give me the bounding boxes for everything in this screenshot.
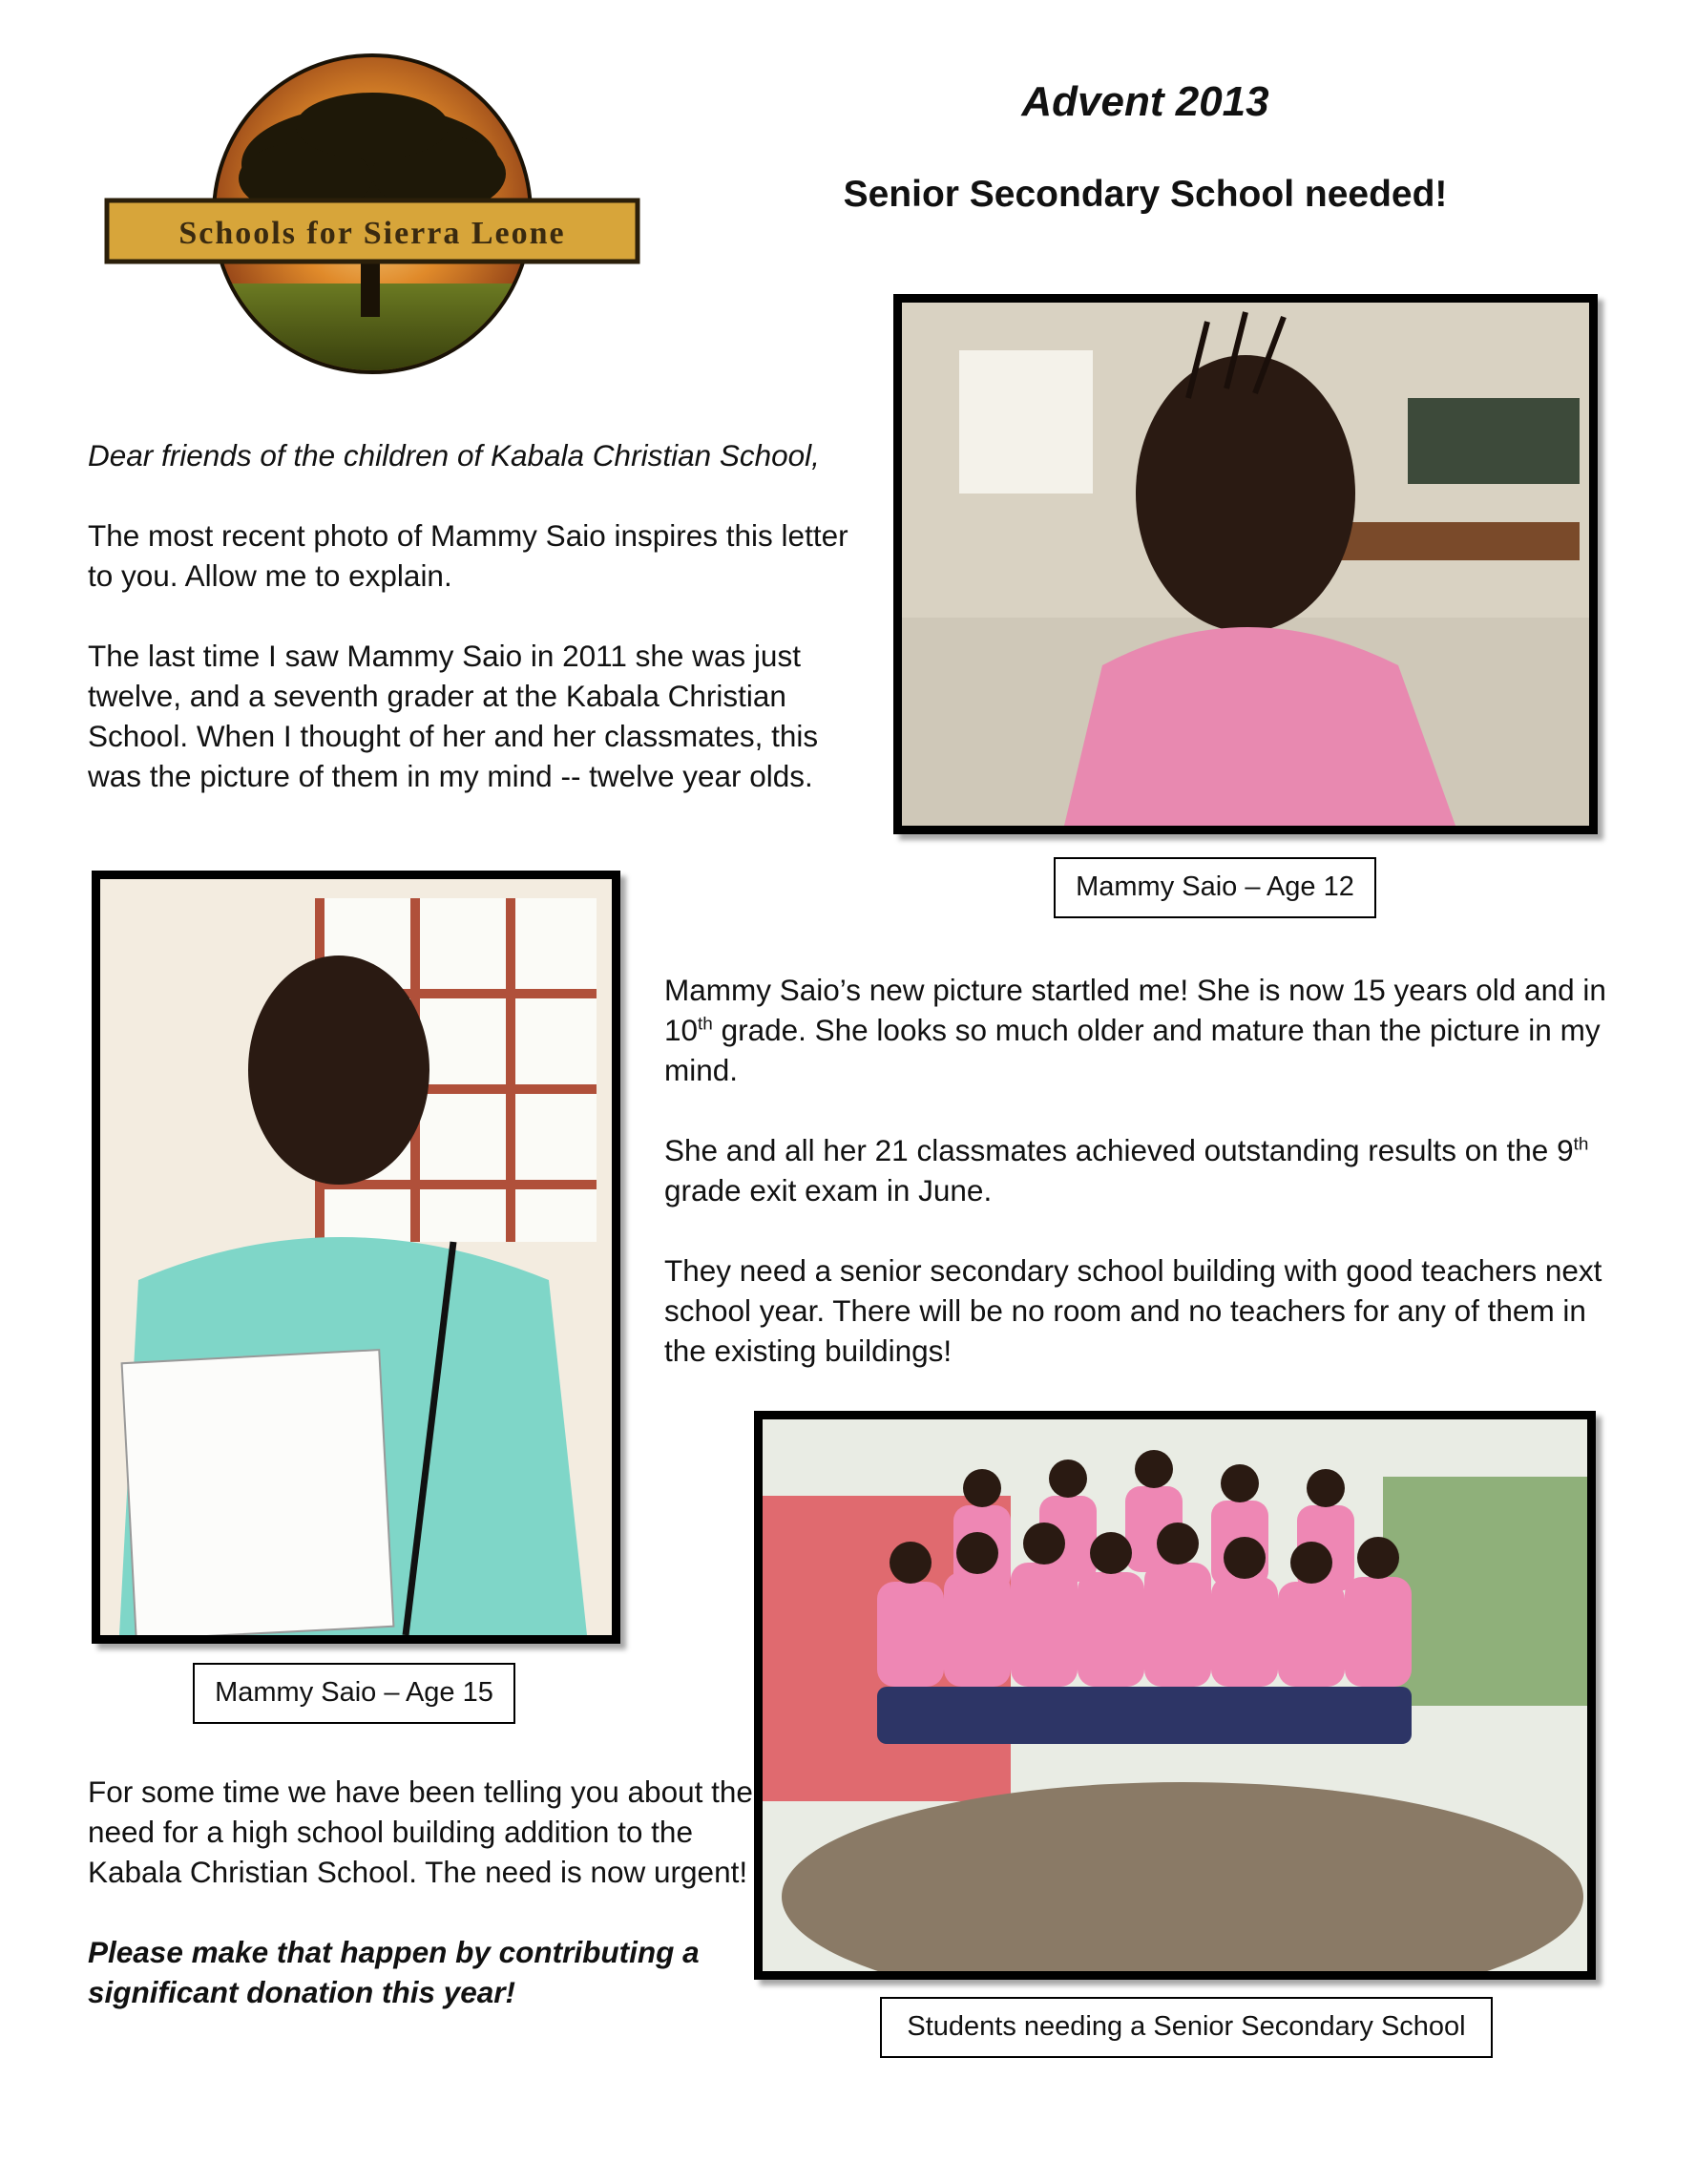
logo bbox=[95, 50, 649, 384]
closing-appeal: Please make that happen by contributing a significant donation this year! bbox=[88, 1935, 700, 2009]
photo-mammy-saio-age-15 bbox=[92, 871, 620, 1644]
photo-students-image bbox=[763, 1419, 1587, 1971]
photo-mammy-saio-age-12 bbox=[893, 294, 1598, 834]
caption-photo-1: Mammy Saio – Age 12 bbox=[1054, 857, 1376, 918]
caption-photo-3: Students needing a Senior Secondary School bbox=[880, 1997, 1493, 2058]
paragraph-3-part-a: Mammy Saio’s new picture startled me! She is now 15 years old and in 10 bbox=[664, 973, 1606, 1047]
letter-closing bbox=[88, 1772, 756, 2052]
paragraph-3-part-b: grade. She looks so much older and mature than the picture in my mind. bbox=[664, 1013, 1601, 1087]
paragraph-3-superscript: th bbox=[698, 1014, 713, 1035]
paragraph-4-part-b: grade exit exam in June. bbox=[664, 1173, 993, 1208]
paragraph-4-superscript: th bbox=[1573, 1134, 1589, 1155]
paragraph-5: They need a senior secondary school building with good teachers next school year. There will be no room and no teachers for any of them in the existing buildings! bbox=[664, 1253, 1602, 1368]
page-title: Advent 2013 bbox=[1021, 78, 1269, 125]
paragraph-2: The last time I saw Mammy Saio in 2011 she was just twelve, and a seventh grader at the Kabala Christian School. When I thought of her and her classmates, this was the picture of them in my mind -- twelve year olds. bbox=[88, 639, 819, 793]
page-subtitle: Senior Secondary School needed! bbox=[843, 174, 1448, 215]
photo-students-group bbox=[754, 1411, 1596, 1980]
paragraph-1: The most recent photo of Mammy Saio inspires this letter to you. Allow me to explain. bbox=[88, 518, 848, 593]
paragraph-3 bbox=[664, 970, 1619, 1090]
logo-text: Schools for Sierra Leone bbox=[178, 216, 566, 251]
greeting: Dear friends of the children of Kabala Christian School, bbox=[88, 438, 820, 472]
caption-photo-2: Mammy Saio – Age 15 bbox=[193, 1663, 515, 1724]
letter-intro bbox=[88, 435, 870, 836]
photo-certificate-image bbox=[100, 879, 612, 1635]
photo-classroom-image bbox=[902, 303, 1589, 826]
paragraph-4-part-a: She and all her 21 classmates achieved outstanding results on the 9 bbox=[664, 1133, 1574, 1167]
letter-middle bbox=[664, 970, 1619, 1411]
paragraph-6: For some time we have been telling you about the need for a high school building addition to the Kabala Christian School. The need is now urgent! bbox=[88, 1774, 753, 1889]
paragraph-4 bbox=[664, 1130, 1619, 1210]
logo-image bbox=[95, 50, 649, 384]
